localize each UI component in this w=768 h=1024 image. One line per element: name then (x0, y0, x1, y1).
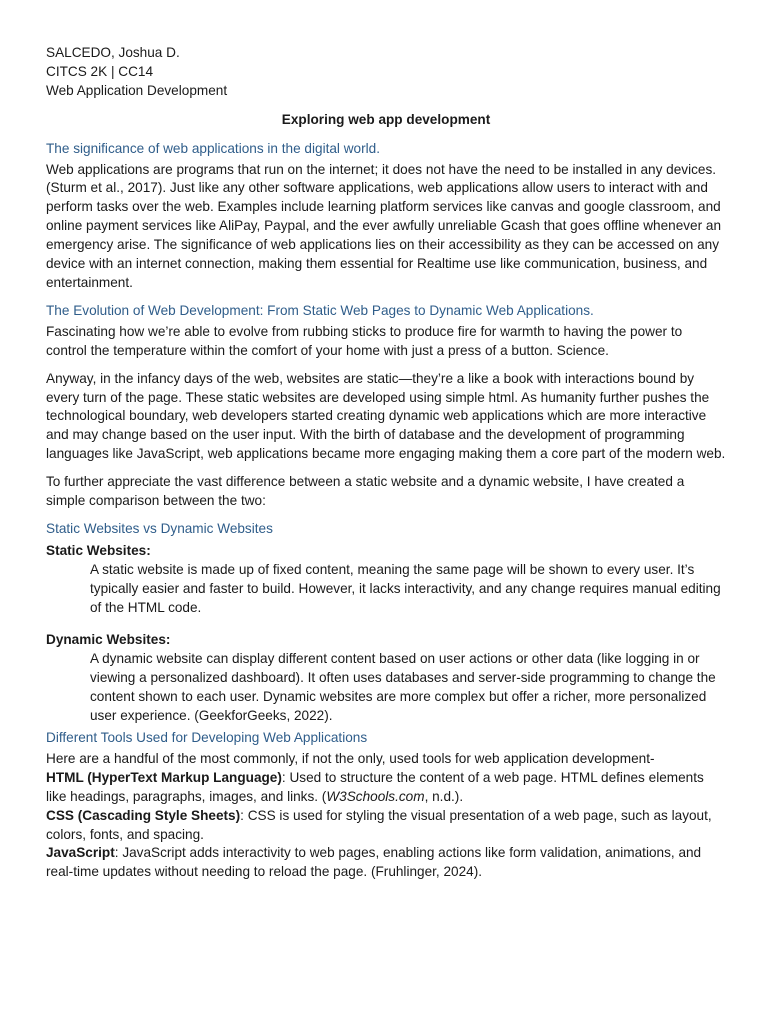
tools-intro: Here are a handful of the most commonly, if not the only, used tools for web application development- (46, 750, 655, 766)
tool-html (46, 769, 726, 807)
paragraph-significance: Web applications are programs that run on the internet; it does not have the need to be installed in any devices. (Sturm et al., 2017). Just like any other software applications, web applications allow users to interact with and perform tasks over the web. Examples include learning platform services like canvas and google classroom, and online payment services like AliPay, Paypal, and the ever awfully unreliable Gcash that goes offline whenever an emergency arise. The significance of web applications lies on their accessibility as they can be accessed on any device with an internet connection, making them essential for Realtime use like communication, business, and entertainment. (46, 161, 722, 290)
tool-javascript-term: JavaScript (46, 845, 115, 861)
paragraph-evolution-1: Fascinating how we’re able to evolve from rubbing sticks to produce fire for warmth to having the power to control the temperature within the comfort of your home with just a press of a button. Science. (46, 323, 683, 358)
section-heading-evolution: The Evolution of Web Development: From Static Web Pages to Dynamic Web Applications. (46, 302, 594, 318)
tool-css-description: : CSS is used for styling the visual presentation of a web page, such as layout, colors, fonts, and spacing. (46, 807, 712, 842)
paragraph-evolution-3: To further appreciate the vast difference between a static website and a dynamic website, I have created a simple comparison between the two: (46, 474, 685, 509)
tool-html-citation: W3Schools.com (326, 788, 425, 804)
document-header (46, 44, 726, 101)
section-heading-significance: The significance of web applications in the digital world. (46, 140, 380, 156)
document-title: Exploring web app development (281, 111, 491, 127)
spacer (46, 617, 726, 628)
tool-html-description: : Used to structure the content of a web page. HTML defines elements like headings, paragraphs, images, and links. ( (46, 769, 704, 804)
tool-javascript-description: : JavaScript adds interactivity to web pages, enabling actions like form validation, animations, and real-time updates without needing to reload the page. (Fruhlinger, 2024). (46, 845, 702, 880)
tool-css (46, 807, 726, 845)
tool-html-tail: , n.d.). (424, 788, 464, 804)
tool-html-term: HTML (HyperText Markup Language) (46, 769, 282, 785)
section-heading-tools: Different Tools Used for Developing Web Applications (46, 730, 368, 745)
dynamic-websites-label: Dynamic Websites: (46, 632, 171, 648)
subject-name: Web Application Development (46, 82, 228, 98)
static-websites-label: Static Websites: (46, 542, 151, 558)
static-websites-description: A static website is made up of fixed content, meaning the same page will be shown to every user. It’s typically easier and faster to build. However, it lacks interactivity, and any change requires manual editing of the HTML code. (90, 561, 721, 615)
course-code: CITCS 2K | CC14 (46, 63, 154, 79)
author-name: SALCEDO, Joshua D. (46, 45, 180, 60)
paragraph-evolution-2: Anyway, in the infancy days of the web, websites are static—they’re a like a book with interactions bound by every turn of the page. These static websites are developed using simple html. As humanity further pushes the technological boundary, web developers started creating dynamic web applications which are more interactive and may change based on the user input. With the birth of database and the development of programming languages like JavaScript, web applications became more engaging making them a core part of the modern web. (46, 370, 726, 462)
document-page (46, 44, 726, 882)
section-heading-comparison: Static Websites vs Dynamic Websites (46, 520, 273, 536)
tool-css-term: CSS (Cascading Style Sheets) (46, 807, 241, 823)
dynamic-websites-description: A dynamic website can display different content based on user actions or other data (like logging in or viewing a personalized dashboard). It often uses databases and server-side programming to change the content shown to each user. Dynamic websites are more complex but offer a richer, more personalized user experience. (GeekforGeeks, 2022). (90, 651, 716, 724)
tool-javascript (46, 844, 726, 882)
